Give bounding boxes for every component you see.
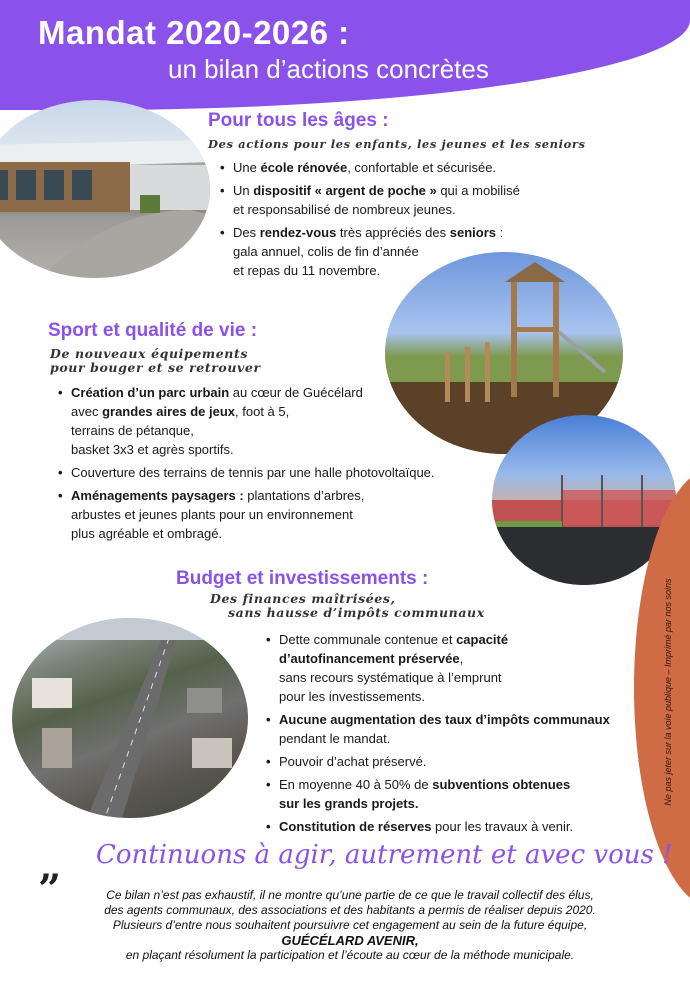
bullet-item: • Un dispositif « argent de poche » qui a mobilisé et responsabilisé de nombreux jeunes. (220, 181, 560, 219)
closing-line: Plusieurs d’entre nous souhaitent poursuivre cet engagement au sein de la future équipe, (112, 918, 588, 932)
section-title-sport: Sport et qualité de vie : (48, 320, 258, 341)
slogan: Continuons à agir, autrement et avec vous ! (96, 840, 673, 870)
bullet-item: • En moyenne 40 à 50% de subventions obtenues sur les grands projets. (266, 775, 646, 813)
section-subtitle-ages: Des actions pour les enfants, les jeunes et les seniors (208, 137, 586, 151)
team-name: GUÉCÉLARD AVENIR, (281, 933, 419, 948)
bullet-list-sport (58, 383, 498, 547)
bullet-item: • Création d’un parc urbain au cœur de Guécélard avec grandes aires de jeux, foot à 5, terrains de pétanque, basket 3x3 et agrès sportifs. (58, 383, 498, 459)
closing-line: Ce bilan n’est pas exhaustif, il ne montre qu’une partie de ce que le travail collectif des élus, (106, 888, 594, 902)
bullet-item: • Couverture des terrains de tennis par une halle photovoltaïque. (58, 463, 498, 482)
closing-line: des agents communaux, des associations et des habitants a permis de réaliser depuis 2020. (104, 903, 596, 917)
quote-mark: ” (38, 866, 62, 913)
bullet-item: • Pouvoir d’achat préservé. (266, 752, 646, 771)
bullet-item: • Constitution de réserves pour les travaux à venir. (266, 817, 646, 836)
section-title-budget: Budget et investissements : (176, 568, 429, 589)
school-photo (0, 100, 210, 278)
closing-line: en plaçant résolument la participation et l’écoute au cœur de la méthode municipale. (125, 948, 575, 962)
closing-paragraph (30, 888, 670, 963)
section-title-ages: Pour tous les âges : (208, 110, 389, 131)
bullet-item: • Aucune augmentation des taux d’impôts communaux pendant le mandat. (266, 710, 646, 748)
bullet-list-ages (220, 158, 560, 284)
section-subtitle-budget: Des finances maîtrisées, sans hausse d’impôts communaux (210, 591, 485, 620)
page-title: Mandat 2020-2026 : (38, 14, 350, 51)
bullet-item: • Dette communale contenue et capacité d’autofinancement préservée, sans recours systématique à l’emprunt pour les investissements. (266, 630, 646, 706)
aerial-town-photo (12, 618, 248, 818)
section-subtitle-sport: De nouveaux équipements pour bouger et se retrouver (50, 346, 261, 375)
bullet-item: • Aménagements paysagers : plantations d’arbres, arbustes et jeunes plants pour un environnement plus agréable et ombragé. (58, 486, 498, 543)
bullet-item: • Une école rénovée, confortable et sécurisée. (220, 158, 560, 177)
bullet-item: • Des rendez-vous très appréciés des seniors : gala annuel, colis de fin d’année et repas du 11 novembre. (220, 223, 560, 280)
legal-mention-text: Ne pas jeter sur la voie publique – Imprimé par nos soins (663, 578, 673, 806)
bullet-list-budget (266, 630, 646, 840)
page-subtitle: un bilan d’actions concrètes (168, 54, 489, 84)
